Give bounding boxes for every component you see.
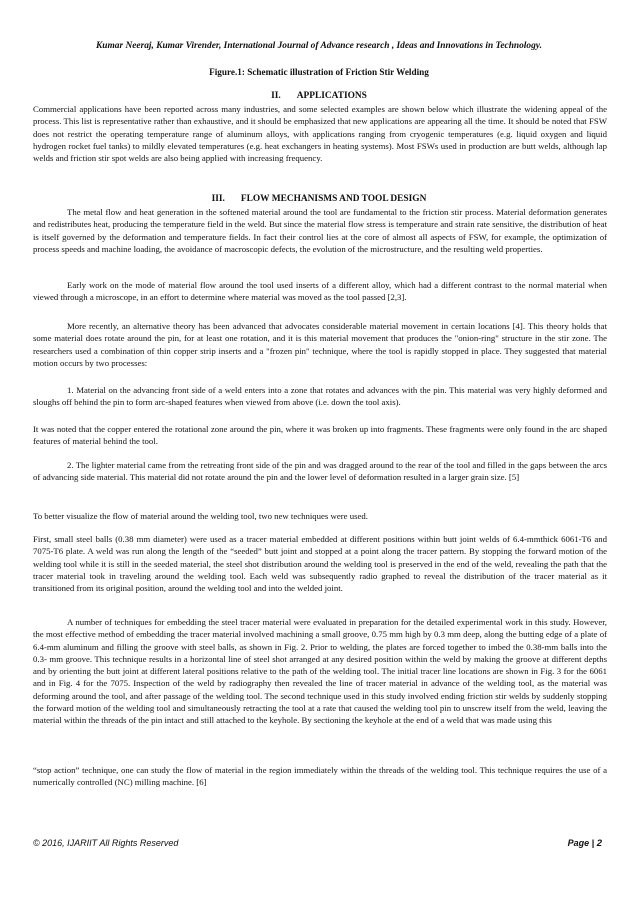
paragraph-flow-1: The metal flow and heat generation in the softened material around the tool are fundamental to the friction stir process. Material deformation generates and redistributes heat, producing the temperature field in the weld. But since the material flow stress is temperature and strain rate sensitive, the distribution of heat is itself governed by the deformation and temperature fields. In fact their control lies at the core of almost all aspects of FSW, for example, the optimization of process speeds and machine loading, the avoidance of macroscopic defects, the evolution of the microstructure, and the resulting weld properties.	[33, 207, 607, 254]
page-separator: |	[591, 838, 595, 848]
paragraph-stop-action: “stop action” technique, one can study the flow of material in the region immediately within the threads of the welding tool. This technique requires the use of a numerically controlled (NC) milling machine. [6]	[33, 765, 607, 788]
section-title: FLOW MECHANISMS AND TOOL DESIGN	[240, 194, 427, 204]
page-number: 2	[596, 838, 602, 849]
section-heading-flow-mechanisms	[0, 194, 638, 204]
paragraph-process-1: 1. Material on the advancing front side of a weld enters into a zone that rotates and advances with the pin. This material was very highly deformed and sloughs off behind the pin to form arc-shaped features when viewed from above (i.e. down the tool axis).	[33, 385, 607, 408]
running-header: Kumar Neeraj, Kumar Virender, International Journal of Advance research , Ideas and Innovations in Technology.	[96, 41, 542, 51]
paragraph-flow-3: More recently, an alternative theory has been advanced that advocates considerable material movement in certain locations [4]. This theory holds that some material does rotate around the pin, for at least one rotation, and it is this material movement that produces the "onion-ring" structure in the stir zone. The researchers used a combination of thin copper strip inserts and a "frozen pin" technique, where the tool is rapidly stopped in place. They suggested that material motion occurs by two processes:	[33, 321, 607, 368]
paragraph-flow-2: Early work on the mode of material flow around the tool used inserts of a different alloy, which had a different contrast to the normal material when viewed through a microscope, in an effort to determine where material was moved as the tool passed [2,3].	[33, 280, 607, 303]
section-number: II.	[271, 91, 281, 101]
paragraph-applications: Commercial applications have been reported across many industries, and some selected examples are shown below which illustrate the widening appeal of the process. This list is representative rather than exhaustive, and it should be emphasized that new applications are appearing all the time. It should be noted that FSW does not restrict the operating temperature range of aluminum alloys, with applications ranging from cryogenic temperatures (e.g. liquid oxygen and liquid hydrogen rocket fuel tanks) to mildly elevated temperatures (e.g. heat exchangers in heating systems). Most FSWs used in production are butt welds, although lap welds and friction stir spot welds are also being applied with increasing frequency.	[33, 104, 607, 164]
paragraph-copper-note: It was noted that the copper entered the rotational zone around the pin, where it was broken up into fragments. These fragments were only found in the arc shaped features of material behind the tool.	[33, 424, 607, 447]
section-heading-applications	[0, 91, 638, 101]
figure-caption: Figure.1: Schematic illustration of Friction Stir Welding	[209, 67, 429, 77]
footer-copyright: © 2016, IJARIIT All Rights Reserved	[33, 838, 179, 848]
paragraph-visualize: To better visualize the flow of material around the welding tool, two new techniques were used.	[33, 511, 368, 521]
footer-page	[568, 838, 602, 849]
page-label: Page	[567, 838, 590, 848]
section-title: APPLICATIONS	[296, 91, 367, 101]
paragraph-steel-balls: First, small steel balls (0.38 mm diameter) were used as a tracer material embedded at different positions within butt joint welds of 6.4-mmthick 6061-T6 and 7075-T6 plate. A weld was run along the length of the “seeded” butt joint and stopped at a point along the tracer pattern. By stopping the forward motion of the welding tool while it is still in the seeded material, the steel shot distribution around the welding tool is preserved in the end of the weld, revealing the path that the tracer material took in traveling around the welding tool. Each weld was subsequently radio graphed to reveal the distribution of the tracer material as it transitioned from its original position, around the welding tool and into the welded joint.	[33, 534, 607, 594]
paragraph-process-2: 2. The lighter material came from the retreating front side of the pin and was dragged around to the rear of the tool and filled in the gaps between the arcs of advancing side material. This material did not rotate around the pin and the lower level of deformation resulted in a larger grain size. [5]	[33, 460, 607, 483]
paragraph-techniques: A number of techniques for embedding the steel tracer material were evaluated in preparation for the detailed experimental work in this study. However, the most effective method of embedding the tracer material involved machining a small groove, 0.75 mm high by 0.3 mm deep, along the butting edge of a plate of 6.4-mm aluminum and filling the groove with steel balls, as shown in Fig. 2. Prior to welding, the plates are forced together to imbed the 0.38-mm balls into the 0.3- mm groove. This technique results in a horizontal line of steel shot arranged at any desired position within the weld by making the groove at different depths and by orienting the butt joint at different lateral positions relative to the path of the welding tool. The initial tracer line locations are shown in Fig. 3 for the 6061 and in Fig. 4 for the 7075. Inspection of the weld by radiography then revealed the line of tracer material in advance of the welding tool, as the material was deforming around the tool, and after passage of the welding tool. The second technique used in this study involved ending friction stir welds by suddenly stopping the forward motion of the welding tool and simultaneously retracting the tool at a rate that caused the welding tool pin to unscrew itself from the weld, leaving the material within the threads of the pin intact and still attached to the keyhole. By sectioning the keyhole at the end of a weld that was made using this	[33, 617, 607, 726]
section-number: III.	[211, 194, 225, 204]
